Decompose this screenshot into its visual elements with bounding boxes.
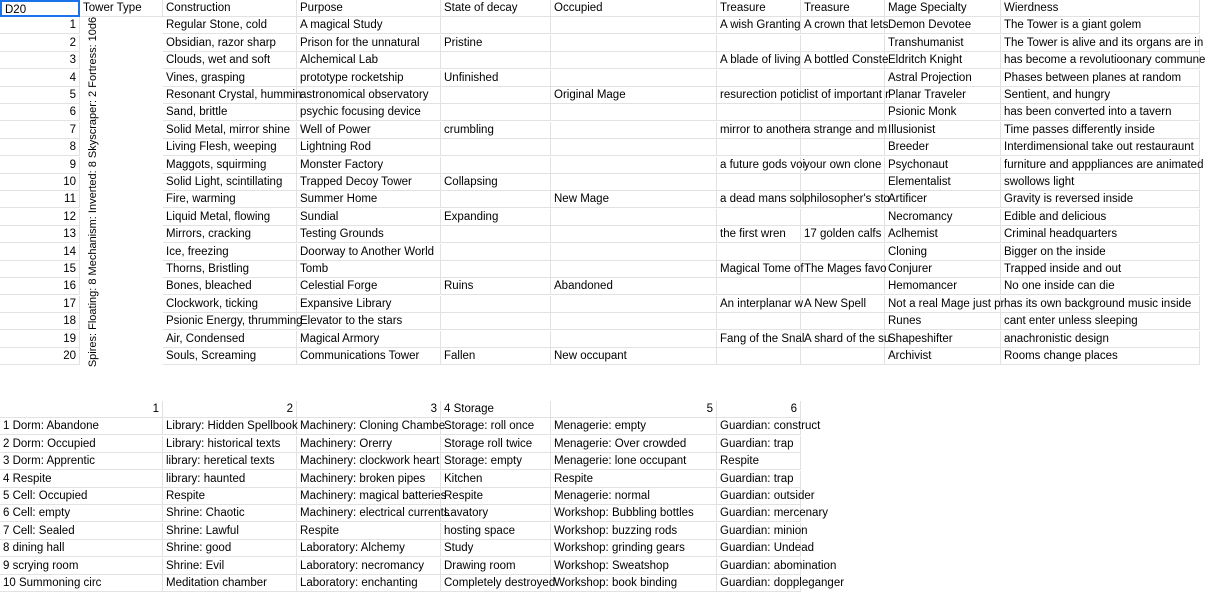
cell-r1-c7[interactable]: A crown that lets xyxy=(801,17,885,34)
row-number[interactable]: 14 xyxy=(0,244,80,261)
table2-cell-r6-c3[interactable]: Machinery: electrical currents xyxy=(297,505,441,522)
cell-r3-c8[interactable]: Eldritch Knight xyxy=(885,52,1001,69)
cell-r15-c7[interactable]: The Mages favo xyxy=(801,261,885,278)
row-number[interactable]: 10 xyxy=(0,174,80,191)
row-number[interactable]: 7 xyxy=(0,122,80,139)
cell-r8-c9[interactable]: Interdimensional take out restauraunt xyxy=(1001,139,1200,156)
table2-cell-r10-c1[interactable]: 10 Summoning circ xyxy=(0,575,163,592)
table2-cell-r2-c3[interactable]: Machinery: Orerry xyxy=(297,436,441,453)
cell-r12-c3[interactable]: Sundial xyxy=(297,209,441,226)
table2-cell-r5-c1[interactable]: 5 Cell: Occupied xyxy=(0,488,163,505)
table2-cell-r5-c3[interactable]: Machinery: magical batteries xyxy=(297,488,441,505)
cell-r14-c7[interactable] xyxy=(801,244,885,261)
table2-cell-r7-c1[interactable]: 7 Cell: Sealed xyxy=(0,523,163,540)
row-number[interactable]: 12 xyxy=(0,209,80,226)
cell-r6-c3[interactable]: psychic focusing device xyxy=(297,104,441,121)
table2-cell-r7-c5[interactable]: Workshop: buzzing rods xyxy=(551,523,717,540)
cell-r9-c5[interactable] xyxy=(551,157,717,174)
table2-cell-r3-c1[interactable]: 3 Dorm: Apprentic xyxy=(0,453,163,470)
cell-r12-c8[interactable]: Necromancy xyxy=(885,209,1001,226)
cell-r15-c3[interactable]: Tomb xyxy=(297,261,441,278)
cell-r4-c9[interactable]: Phases between planes at random xyxy=(1001,70,1200,87)
table2-cell-r7-c6[interactable]: Guardian: minion xyxy=(717,523,801,540)
cell-r4-c3[interactable]: prototype rocketship xyxy=(297,70,441,87)
cell-r16-c2[interactable]: Bones, bleached xyxy=(163,278,297,295)
cell-r3-c4[interactable] xyxy=(441,52,551,69)
table2-cell-r9-c4[interactable]: Drawing room xyxy=(441,558,551,575)
table2-cell-r8-c2[interactable]: Shrine: good xyxy=(163,540,297,557)
cell-r19-c2[interactable]: Air, Condensed xyxy=(163,331,297,348)
table2-header-4[interactable]: 4 Storage xyxy=(441,401,551,418)
cell-r20-c3[interactable]: Communications Tower xyxy=(297,348,441,365)
table2-cell-r2-c5[interactable]: Menagerie: Over crowded xyxy=(551,436,717,453)
cell-r4-c5[interactable] xyxy=(551,70,717,87)
table2-cell-r10-c6[interactable]: Guardian: doppleganger xyxy=(717,575,801,592)
cell-r2-c4[interactable]: Pristine xyxy=(441,35,551,52)
cell-r19-c9[interactable]: anachronistic design xyxy=(1001,331,1200,348)
cell-r18-c2[interactable]: Psionic Energy, thrumming xyxy=(163,313,297,330)
table2-cell-r6-c2[interactable]: Shrine: Chaotic xyxy=(163,505,297,522)
table2-cell-r5-c5[interactable]: Menagerie: normal xyxy=(551,488,717,505)
table2-cell-r1-c6[interactable]: Guardian: construct xyxy=(717,418,801,435)
header-cell-6[interactable]: Treasure xyxy=(717,0,801,17)
row-number[interactable]: 15 xyxy=(0,261,80,278)
table2-header-3[interactable]: 3 xyxy=(297,401,441,418)
cell-r15-c2[interactable]: Thorns, Bristling xyxy=(163,261,297,278)
cell-r11-c2[interactable]: Fire, warming xyxy=(163,191,297,208)
cell-r6-c4[interactable] xyxy=(441,104,551,121)
table2-cell-r5-c2[interactable]: Respite xyxy=(163,488,297,505)
cell-r18-c8[interactable]: Runes xyxy=(885,313,1001,330)
table2-cell-r3-c2[interactable]: library: heretical texts xyxy=(163,453,297,470)
row-number[interactable]: 1 xyxy=(0,17,80,34)
cell-r3-c6[interactable]: A blade of living xyxy=(717,52,801,69)
cell-r18-c3[interactable]: Elevator to the stars xyxy=(297,313,441,330)
cell-r2-c3[interactable]: Prison for the unnatural xyxy=(297,35,441,52)
cell-r5-c2[interactable]: Resonant Crystal, hummin xyxy=(163,87,297,104)
cell-r9-c7[interactable]: your own clone xyxy=(801,157,885,174)
cell-r9-c4[interactable] xyxy=(441,157,551,174)
table2-cell-r4-c5[interactable]: Respite xyxy=(551,471,717,488)
cell-r6-c8[interactable]: Psionic Monk xyxy=(885,104,1001,121)
row-number[interactable]: 8 xyxy=(0,139,80,156)
cell-r19-c3[interactable]: Magical Armory xyxy=(297,331,441,348)
cell-r11-c7[interactable]: philosopher's sto xyxy=(801,191,885,208)
cell-r10-c2[interactable]: Solid Light, scintillating xyxy=(163,174,297,191)
table2-header-6[interactable]: 6 xyxy=(717,401,801,418)
header-cell-1[interactable]: Tower Type xyxy=(80,0,163,17)
table2-cell-r6-c6[interactable]: Guardian: mercenary xyxy=(717,505,801,522)
table2-cell-r9-c5[interactable]: Workshop: Sweatshop xyxy=(551,558,717,575)
table2-cell-r2-c2[interactable]: Library: historical texts xyxy=(163,436,297,453)
cell-r13-c9[interactable]: Criminal headquarters xyxy=(1001,226,1200,243)
cell-r17-c3[interactable]: Expansive Library xyxy=(297,296,441,313)
cell-r14-c5[interactable] xyxy=(551,244,717,261)
cell-r12-c5[interactable] xyxy=(551,209,717,226)
cell-r6-c9[interactable]: has been converted into a tavern xyxy=(1001,104,1200,121)
cell-r9-c6[interactable]: a future gods voi xyxy=(717,157,801,174)
table2-cell-r4-c1[interactable]: 4 Respite xyxy=(0,471,163,488)
table2-cell-r8-c1[interactable]: 8 dining hall xyxy=(0,540,163,557)
cell-r14-c4[interactable] xyxy=(441,244,551,261)
name-box[interactable]: D20 xyxy=(0,0,80,17)
cell-r16-c8[interactable]: Hemomancer xyxy=(885,278,1001,295)
cell-r8-c4[interactable] xyxy=(441,139,551,156)
table2-cell-r8-c4[interactable]: Study xyxy=(441,540,551,557)
table2-cell-r6-c1[interactable]: 6 Cell: empty xyxy=(0,505,163,522)
cell-r11-c9[interactable]: Gravity is reversed inside xyxy=(1001,191,1200,208)
cell-r15-c9[interactable]: Trapped inside and out xyxy=(1001,261,1200,278)
cell-r18-c4[interactable] xyxy=(441,313,551,330)
row-number[interactable]: 18 xyxy=(0,313,80,330)
cell-r9-c3[interactable]: Monster Factory xyxy=(297,157,441,174)
cell-r13-c6[interactable]: the first wren xyxy=(717,226,801,243)
cell-r1-c4[interactable] xyxy=(441,17,551,34)
cell-r3-c5[interactable] xyxy=(551,52,717,69)
table2-cell-r9-c2[interactable]: Shrine: Evil xyxy=(163,558,297,575)
cell-r10-c7[interactable] xyxy=(801,174,885,191)
cell-r10-c6[interactable] xyxy=(717,174,801,191)
table2-cell-r6-c5[interactable]: Workshop: Bubbling bottles xyxy=(551,505,717,522)
cell-r7-c2[interactable]: Solid Metal, mirror shine xyxy=(163,122,297,139)
cell-r19-c5[interactable] xyxy=(551,331,717,348)
cell-r2-c5[interactable] xyxy=(551,35,717,52)
header-cell-5[interactable]: Occupied xyxy=(551,0,717,17)
cell-r14-c3[interactable]: Doorway to Another World xyxy=(297,244,441,261)
cell-r18-c6[interactable] xyxy=(717,313,801,330)
cell-r1-c9[interactable]: The Tower is a giant golem xyxy=(1001,17,1200,34)
cell-r12-c4[interactable]: Expanding xyxy=(441,209,551,226)
cell-r18-c9[interactable]: cant enter unless sleeping xyxy=(1001,313,1200,330)
cell-r19-c6[interactable]: Fang of the Snal xyxy=(717,331,801,348)
header-cell-3[interactable]: Purpose xyxy=(297,0,441,17)
table2-cell-r2-c4[interactable]: Storage roll twice xyxy=(441,436,551,453)
table2-cell-r1-c1[interactable]: 1 Dorm: Abandone xyxy=(0,418,163,435)
cell-r11-c6[interactable]: a dead mans sol xyxy=(717,191,801,208)
cell-r11-c3[interactable]: Summer Home xyxy=(297,191,441,208)
cell-r15-c4[interactable] xyxy=(441,261,551,278)
cell-r20-c7[interactable] xyxy=(801,348,885,365)
cell-r3-c7[interactable]: A bottled Conste xyxy=(801,52,885,69)
table2-cell-r4-c6[interactable]: Guardian: trap xyxy=(717,471,801,488)
table2-cell-r4-c3[interactable]: Machinery: broken pipes xyxy=(297,471,441,488)
cell-r5-c5[interactable]: Original Mage xyxy=(551,87,717,104)
cell-r11-c5[interactable]: New Mage xyxy=(551,191,717,208)
row-number[interactable]: 11 xyxy=(0,191,80,208)
cell-r10-c9[interactable]: swollows light xyxy=(1001,174,1200,191)
cell-r12-c2[interactable]: Liquid Metal, flowing xyxy=(163,209,297,226)
cell-r18-c7[interactable] xyxy=(801,313,885,330)
row-number[interactable]: 5 xyxy=(0,87,80,104)
table2-cell-r7-c3[interactable]: Respite xyxy=(297,523,441,540)
cell-r4-c8[interactable]: Astral Projection xyxy=(885,70,1001,87)
vertical-merged-cell[interactable] xyxy=(84,17,101,367)
cell-r17-c9[interactable]: has its own background music inside xyxy=(1001,296,1200,313)
cell-r13-c8[interactable]: Aclhemist xyxy=(885,226,1001,243)
row-number[interactable]: 6 xyxy=(0,104,80,121)
table2-cell-r1-c4[interactable]: Storage: roll once xyxy=(441,418,551,435)
cell-r16-c4[interactable]: Ruins xyxy=(441,278,551,295)
cell-r13-c3[interactable]: Testing Grounds xyxy=(297,226,441,243)
cell-r4-c6[interactable] xyxy=(717,70,801,87)
header-cell-4[interactable]: State of decay xyxy=(441,0,551,17)
table2-cell-r1-c5[interactable]: Menagerie: empty xyxy=(551,418,717,435)
table2-cell-r3-c4[interactable]: Storage: empty xyxy=(441,453,551,470)
table2-cell-r8-c6[interactable]: Guardian: Undead xyxy=(717,540,801,557)
cell-r20-c2[interactable]: Souls, Screaming xyxy=(163,348,297,365)
header-cell-8[interactable]: Mage Specialty xyxy=(885,0,1001,17)
cell-r20-c6[interactable] xyxy=(717,348,801,365)
cell-r15-c6[interactable]: Magical Tome of xyxy=(717,261,801,278)
cell-r13-c7[interactable]: 17 golden calfs xyxy=(801,226,885,243)
table2-cell-r1-c2[interactable]: Library: Hidden Spellbook xyxy=(163,418,297,435)
table2-cell-r7-c4[interactable]: hosting space xyxy=(441,523,551,540)
table2-cell-r9-c6[interactable]: Guardian: abomination xyxy=(717,558,801,575)
cell-r7-c7[interactable]: a strange and m xyxy=(801,122,885,139)
cell-r7-c4[interactable]: crumbling xyxy=(441,122,551,139)
cell-r1-c2[interactable]: Regular Stone, cold xyxy=(163,17,297,34)
cell-r7-c5[interactable] xyxy=(551,122,717,139)
cell-r10-c5[interactable] xyxy=(551,174,717,191)
cell-r5-c4[interactable] xyxy=(441,87,551,104)
row-number[interactable]: 16 xyxy=(0,278,80,295)
table2-header-5[interactable]: 5 xyxy=(551,401,717,418)
cell-r2-c7[interactable] xyxy=(801,35,885,52)
cell-r4-c4[interactable]: Unfinished xyxy=(441,70,551,87)
cell-r17-c8[interactable]: Not a real Mage just pr xyxy=(885,296,1001,313)
table2-cell-r8-c5[interactable]: Workshop: grinding gears xyxy=(551,540,717,557)
cell-r10-c4[interactable]: Collapsing xyxy=(441,174,551,191)
cell-r6-c2[interactable]: Sand, brittle xyxy=(163,104,297,121)
cell-r9-c9[interactable]: furniture and apppliances are animated xyxy=(1001,157,1200,174)
cell-r14-c2[interactable]: Ice, freezing xyxy=(163,244,297,261)
row-number[interactable]: 2 xyxy=(0,35,80,52)
cell-r17-c2[interactable]: Clockwork, ticking xyxy=(163,296,297,313)
table2-cell-r10-c3[interactable]: Laboratory: enchanting xyxy=(297,575,441,592)
row-number[interactable]: 3 xyxy=(0,52,80,69)
table2-cell-r8-c3[interactable]: Laboratory: Alchemy xyxy=(297,540,441,557)
cell-r3-c3[interactable]: Alchemical Lab xyxy=(297,52,441,69)
row-number[interactable]: 4 xyxy=(0,70,80,87)
table2-cell-r6-c4[interactable]: Lavatory xyxy=(441,505,551,522)
cell-r7-c9[interactable]: Time passes differently inside xyxy=(1001,122,1200,139)
cell-r14-c8[interactable]: Cloning xyxy=(885,244,1001,261)
cell-r5-c3[interactable]: astronomical observatory xyxy=(297,87,441,104)
row-number[interactable]: 19 xyxy=(0,331,80,348)
table2-cell-r2-c6[interactable]: Guardian: trap xyxy=(717,436,801,453)
cell-r20-c9[interactable]: Rooms change places xyxy=(1001,348,1200,365)
cell-r5-c6[interactable]: resurection potic xyxy=(717,87,801,104)
cell-r20-c4[interactable]: Fallen xyxy=(441,348,551,365)
table2-cell-r9-c1[interactable]: 9 scrying room xyxy=(0,558,163,575)
row-number[interactable]: 20 xyxy=(0,348,80,365)
cell-r10-c8[interactable]: Elementalist xyxy=(885,174,1001,191)
row-number[interactable]: 9 xyxy=(0,157,80,174)
table2-cell-r3-c5[interactable]: Menagerie: lone occupant xyxy=(551,453,717,470)
vertical-cell-text: Spires: Floating: 8 Mechanism: Inverted: 8 Skyscraper: 2 Fortress: 10d6 xyxy=(86,16,99,368)
cell-r11-c4[interactable] xyxy=(441,191,551,208)
table2-header-2[interactable]: 2 xyxy=(163,401,297,418)
cell-r3-c9[interactable]: has become a revolutioonary commune xyxy=(1001,52,1200,69)
header-cell-9[interactable]: Wierdness xyxy=(1001,0,1200,17)
table2-cell-r7-c2[interactable]: Shrine: Lawful xyxy=(163,523,297,540)
table2-cell-r5-c6[interactable]: Guardian: outsider xyxy=(717,488,801,505)
cell-r12-c9[interactable]: Edible and delicious xyxy=(1001,209,1200,226)
cell-r12-c7[interactable] xyxy=(801,209,885,226)
cell-r19-c7[interactable]: A shard of the su xyxy=(801,331,885,348)
row-number[interactable]: 17 xyxy=(0,296,80,313)
cell-r4-c7[interactable] xyxy=(801,70,885,87)
cell-r8-c8[interactable]: Breeder xyxy=(885,139,1001,156)
cell-r13-c4[interactable] xyxy=(441,226,551,243)
cell-r5-c8[interactable]: Planar Traveler xyxy=(885,87,1001,104)
cell-r2-c2[interactable]: Obsidian, razor sharp xyxy=(163,35,297,52)
cell-r8-c7[interactable] xyxy=(801,139,885,156)
table2-header-1[interactable]: 1 xyxy=(0,401,163,418)
cell-r6-c6[interactable] xyxy=(717,104,801,121)
cell-r3-c2[interactable]: Clouds, wet and soft xyxy=(163,52,297,69)
cell-r6-c7[interactable] xyxy=(801,104,885,121)
cell-r17-c5[interactable] xyxy=(551,296,717,313)
cell-r5-c7[interactable]: list of important r xyxy=(801,87,885,104)
table2-cell-r10-c5[interactable]: Workshop: book binding xyxy=(551,575,717,592)
cell-r4-c2[interactable]: Vines, grasping xyxy=(163,70,297,87)
cell-r9-c8[interactable]: Psychonaut xyxy=(885,157,1001,174)
table2-cell-r1-c3[interactable]: Machinery: Cloning Chambe xyxy=(297,418,441,435)
cell-r8-c3[interactable]: Lightning Rod xyxy=(297,139,441,156)
cell-r11-c8[interactable]: Artificer xyxy=(885,191,1001,208)
cell-r20-c8[interactable]: Archivist xyxy=(885,348,1001,365)
cell-r16-c7[interactable] xyxy=(801,278,885,295)
table2-cell-r3-c6[interactable]: Respite xyxy=(717,453,801,470)
cell-r8-c5[interactable] xyxy=(551,139,717,156)
cell-r1-c6[interactable]: A wish Granting xyxy=(717,17,801,34)
cell-r14-c9[interactable]: Bigger on the inside xyxy=(1001,244,1200,261)
cell-r2-c8[interactable]: Transhumanist xyxy=(885,35,1001,52)
table2-cell-r4-c4[interactable]: Kitchen xyxy=(441,471,551,488)
cell-r15-c8[interactable]: Conjurer xyxy=(885,261,1001,278)
cell-r2-c6[interactable] xyxy=(717,35,801,52)
cell-r10-c3[interactable]: Trapped Decoy Tower xyxy=(297,174,441,191)
cell-r17-c6[interactable]: An interplanar w xyxy=(717,296,801,313)
cell-r16-c5[interactable]: Abandoned xyxy=(551,278,717,295)
cell-r1-c3[interactable]: A magical Study xyxy=(297,17,441,34)
cell-r1-c8[interactable]: Demon Devotee xyxy=(885,17,1001,34)
cell-r7-c8[interactable]: Illusionist xyxy=(885,122,1001,139)
cell-r5-c9[interactable]: Sentient, and hungry xyxy=(1001,87,1200,104)
cell-r2-c9[interactable]: The Tower is alive and its organs are in xyxy=(1001,35,1200,52)
cell-r8-c2[interactable]: Living Flesh, weeping xyxy=(163,139,297,156)
cell-r14-c6[interactable] xyxy=(717,244,801,261)
cell-r13-c5[interactable] xyxy=(551,226,717,243)
cell-r18-c5[interactable] xyxy=(551,313,717,330)
cell-r1-c5[interactable] xyxy=(551,17,717,34)
cell-r12-c6[interactable] xyxy=(717,209,801,226)
table2-cell-r9-c3[interactable]: Laboratory: necromancy xyxy=(297,558,441,575)
row-number[interactable]: 13 xyxy=(0,226,80,243)
cell-r16-c3[interactable]: Celestial Forge xyxy=(297,278,441,295)
cell-r6-c5[interactable] xyxy=(551,104,717,121)
cell-r8-c6[interactable] xyxy=(717,139,801,156)
cell-r13-c2[interactable]: Mirrors, cracking xyxy=(163,226,297,243)
cell-r17-c4[interactable] xyxy=(441,296,551,313)
cell-r9-c2[interactable]: Maggots, squirming xyxy=(163,157,297,174)
header-cell-7[interactable]: Treasure xyxy=(801,0,885,17)
cell-r17-c7[interactable]: A New Spell xyxy=(801,296,885,313)
cell-r20-c5[interactable]: New occupant xyxy=(551,348,717,365)
cell-r19-c4[interactable] xyxy=(441,331,551,348)
cell-r19-c8[interactable]: Shapeshifter xyxy=(885,331,1001,348)
header-cell-2[interactable]: Construction xyxy=(163,0,297,17)
cell-r16-c9[interactable]: No one inside can die xyxy=(1001,278,1200,295)
cell-r7-c6[interactable]: mirror to another xyxy=(717,122,801,139)
table2-cell-r3-c3[interactable]: Machinery: clockwork heart xyxy=(297,453,441,470)
cell-r15-c5[interactable] xyxy=(551,261,717,278)
cell-r16-c6[interactable] xyxy=(717,278,801,295)
table2-cell-r5-c4[interactable]: Respite xyxy=(441,488,551,505)
table2-cell-r10-c2[interactable]: Meditation chamber xyxy=(163,575,297,592)
cell-r7-c3[interactable]: Well of Power xyxy=(297,122,441,139)
table2-cell-r2-c1[interactable]: 2 Dorm: Occupied xyxy=(0,436,163,453)
table2-cell-r10-c4[interactable]: Completely destroyed xyxy=(441,575,551,592)
table2-cell-r4-c2[interactable]: library: haunted xyxy=(163,471,297,488)
